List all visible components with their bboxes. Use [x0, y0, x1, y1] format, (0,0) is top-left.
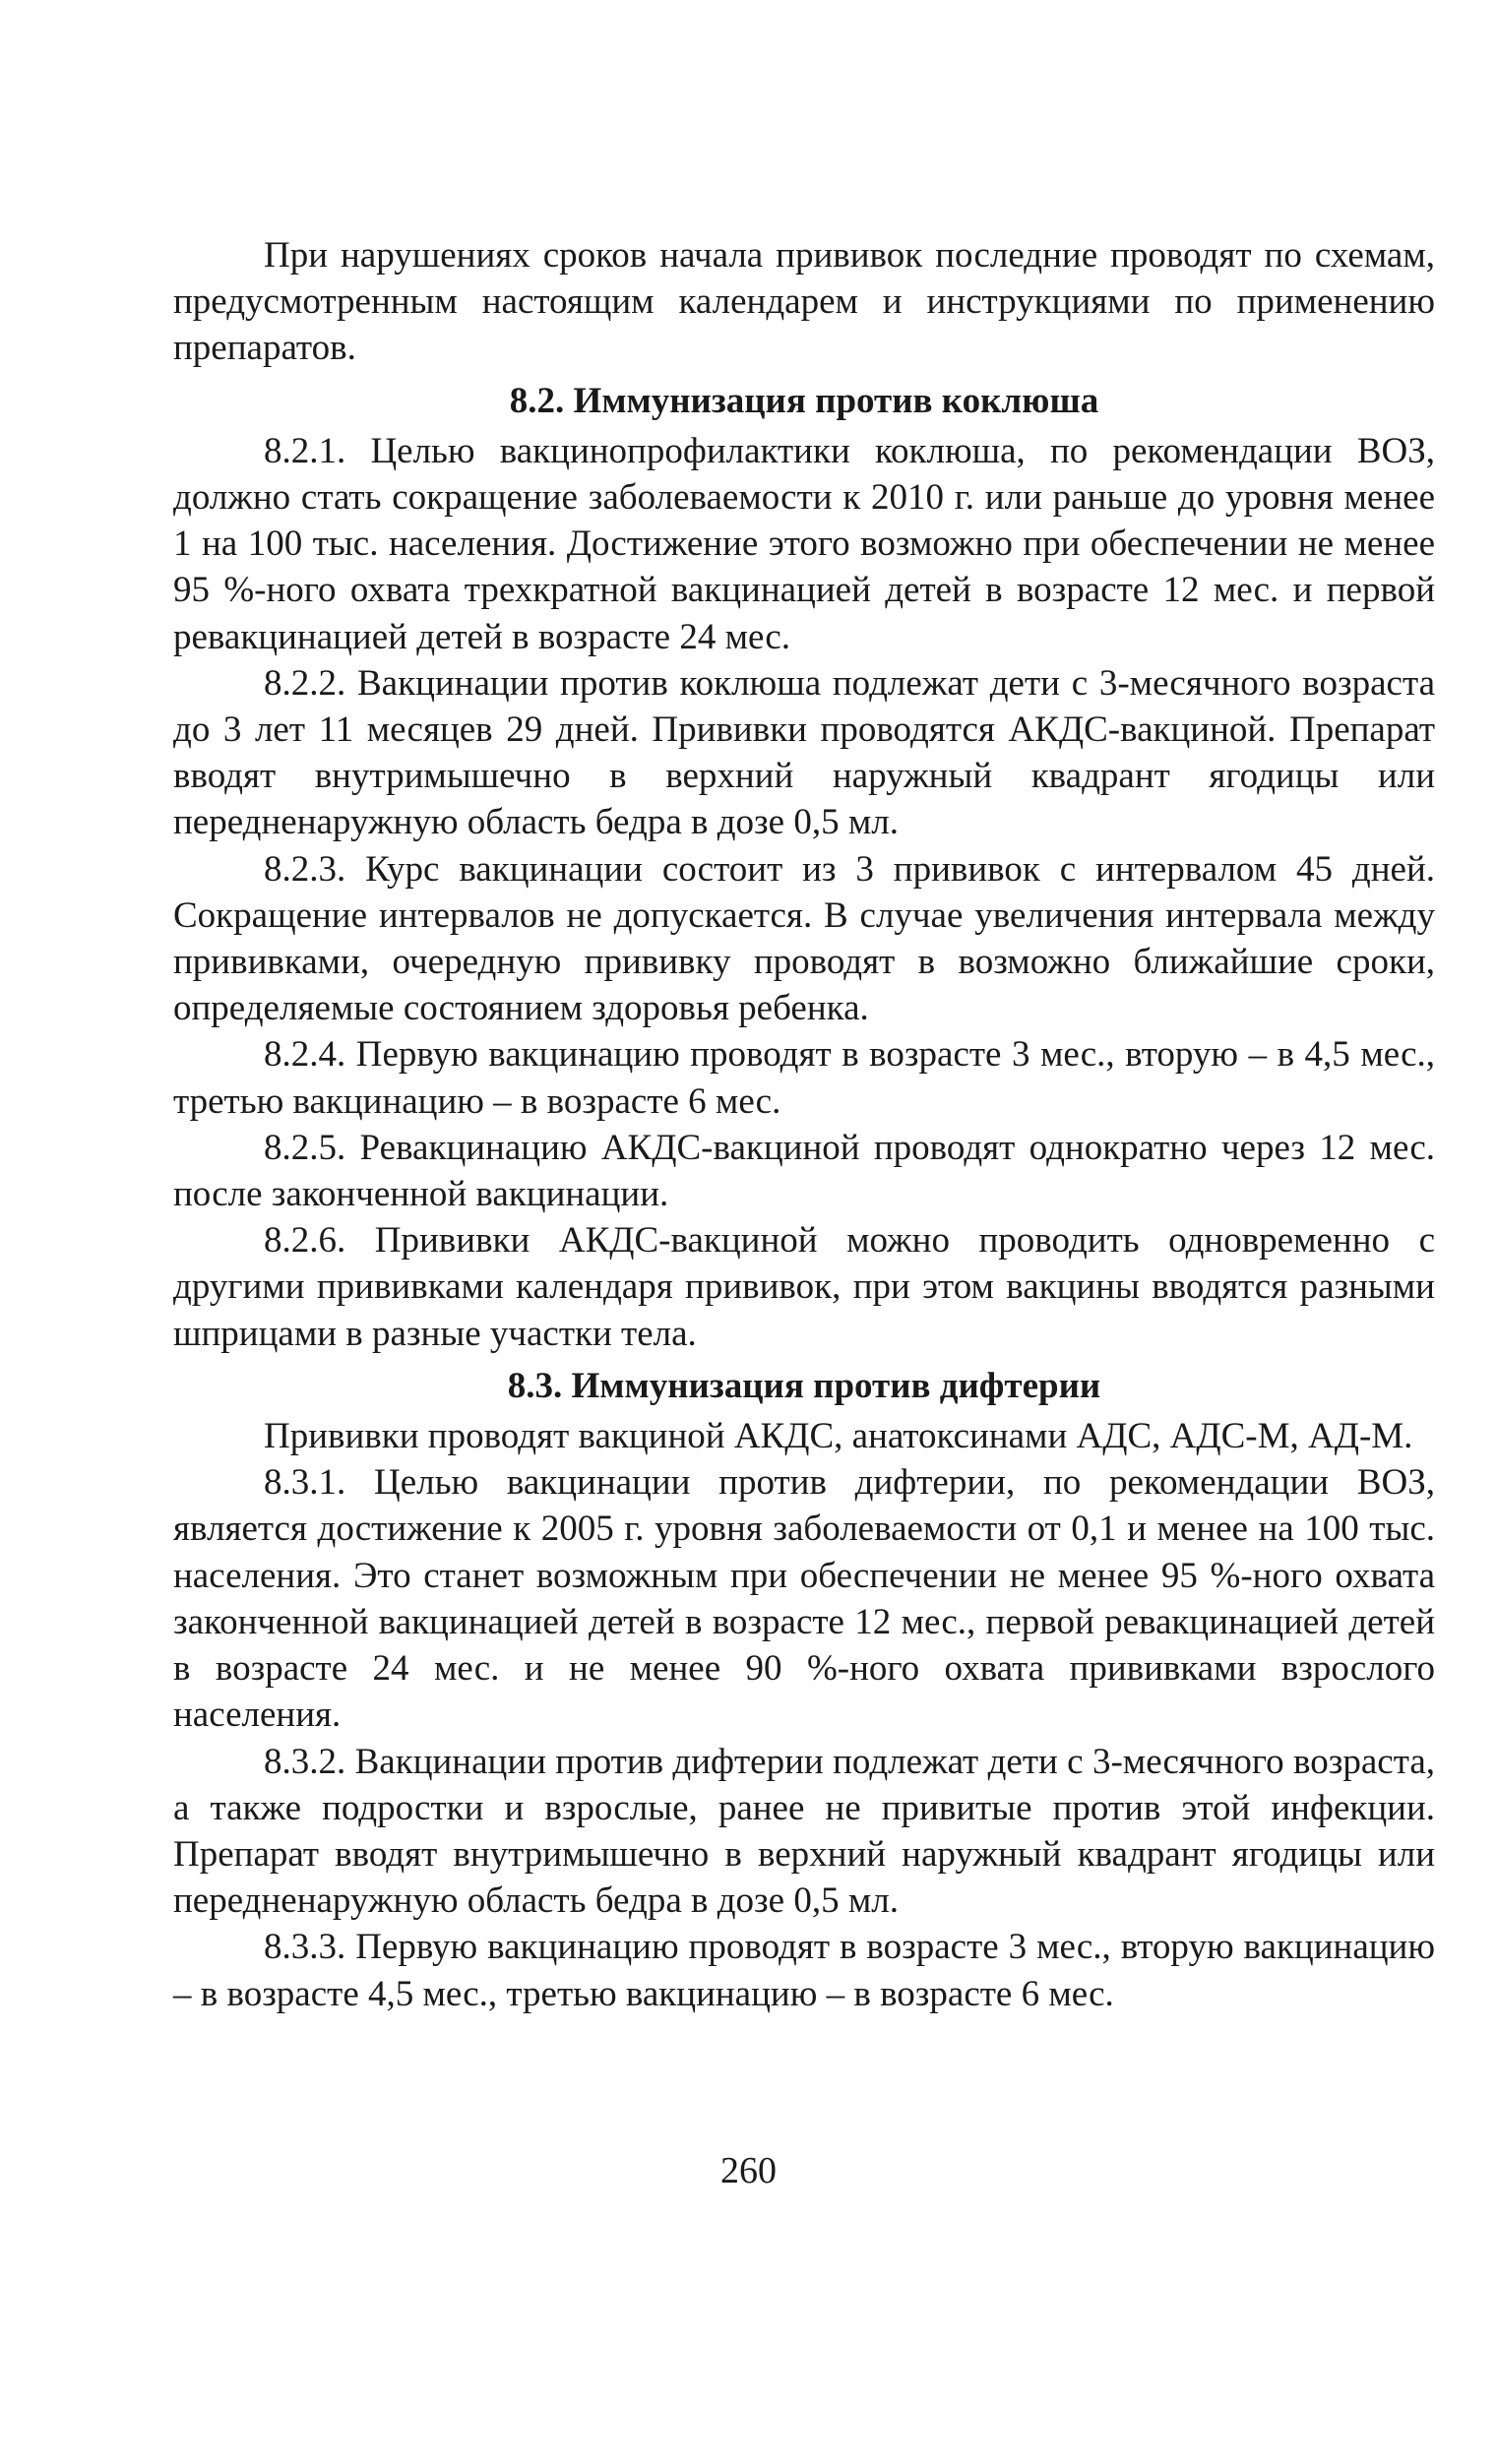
paragraph-8-3-intro: Прививки проводят вакциной АКДС, анатоксинами АДС, АДС-М, АД-М.: [264, 1416, 1413, 1457]
paragraph-8-2-4: 8.2.4. Первую вакцинацию проводят в возрасте 3 мес., вторую – в 4,5 мес., третью вакцинацию – в возрасте 6 мес.: [173, 1034, 1435, 1122]
paragraph-8-2-5: 8.2.5. Ревакцинацию АКДС-вакциной проводят однократно через 12 мес. после законченной вакцинации.: [173, 1127, 1435, 1215]
paragraph-8-2-2: 8.2.2. Вакцинации против коклюша подлежат дети с 3-месячного возраста до 3 лет 11 месяцев 29 дней. Прививки проводятся АКДС-вакциной. Препарат вводят внутримышечно в верхний наружный квадрант ягодицы или передненаружную область бедра в дозе 0,5 мл.: [173, 662, 1435, 843]
paragraph-8-3-1: 8.3.1. Целью вакцинации против дифтерии, по рекомендации ВОЗ, является достижение к 2005 г. уровня заболеваемости от 0,1 и менее на 100 тыс. населения. Это станет возможным при обеспечении не менее 95 %-ного охвата законченной вакцинацией детей в возрасте 12 мес., первой ревакцинацией детей в возрасте 24 мес. и не менее 90 %-ного охвата прививками взрослого населения.: [173, 1462, 1435, 1736]
page-body: [173, 232, 1435, 2017]
paragraph-8-2-3: 8.2.3. Курс вакцинации состоит из 3 прививок с интервалом 45 дней. Сокращение интервалов не допускается. В случае увеличения интервала между прививками, очередную прививку проводят в возможно ближайшие сроки, определяемые состоянием здоровья ребенка.: [173, 848, 1435, 1029]
paragraph-8-2-6: 8.2.6. Прививки АКДС-вакциной можно проводить одновременно с другими прививками календаря прививок, при этом вакцины вводятся разными шприцами в разные участки тела.: [173, 1220, 1435, 1354]
paragraph-8-3-2: 8.3.2. Вакцинации против дифтерии подлежат дети с 3-месячного возраста, а также подростки и взрослые, ранее не привитые против этой инфекции. Препарат вводят внутримышечно в верхний наружный квадрант ягодицы или передненаружную область бедра в дозе 0,5 мл.: [173, 1741, 1435, 1922]
paragraph-8-3-3: 8.3.3. Первую вакцинацию проводят в возрасте 3 мес., вторую вакцинацию – в возрасте 4,5 мес., третью вакцинацию – в возрасте 6 мес.: [173, 1927, 1435, 2014]
paragraph-intro: При нарушениях сроков начала прививок последние проводят по схемам, предусмотренным настоящим календарем и инструкциями по применению препаратов.: [173, 235, 1435, 369]
section-heading-8-2: 8.2. Иммунизация против коклюша: [509, 380, 1099, 421]
page-number: 260: [720, 2150, 777, 2191]
section-heading-8-3: 8.3. Иммунизация против дифтерии: [507, 1365, 1101, 1406]
paragraph-8-2-1: 8.2.1. Целью вакцинопрофилактики коклюша, по рекомендации ВОЗ, должно стать сокращение заболеваемости к 2010 г. или раньше до уровня менее 1 на 100 тыс. населения. Достижение этого возможно при обеспечении не менее 95 %-ного охвата трехкратной вакцинацией детей в возрасте 12 мес. и первой ревакцинацией детей в возрасте 24 мес.: [173, 430, 1435, 657]
